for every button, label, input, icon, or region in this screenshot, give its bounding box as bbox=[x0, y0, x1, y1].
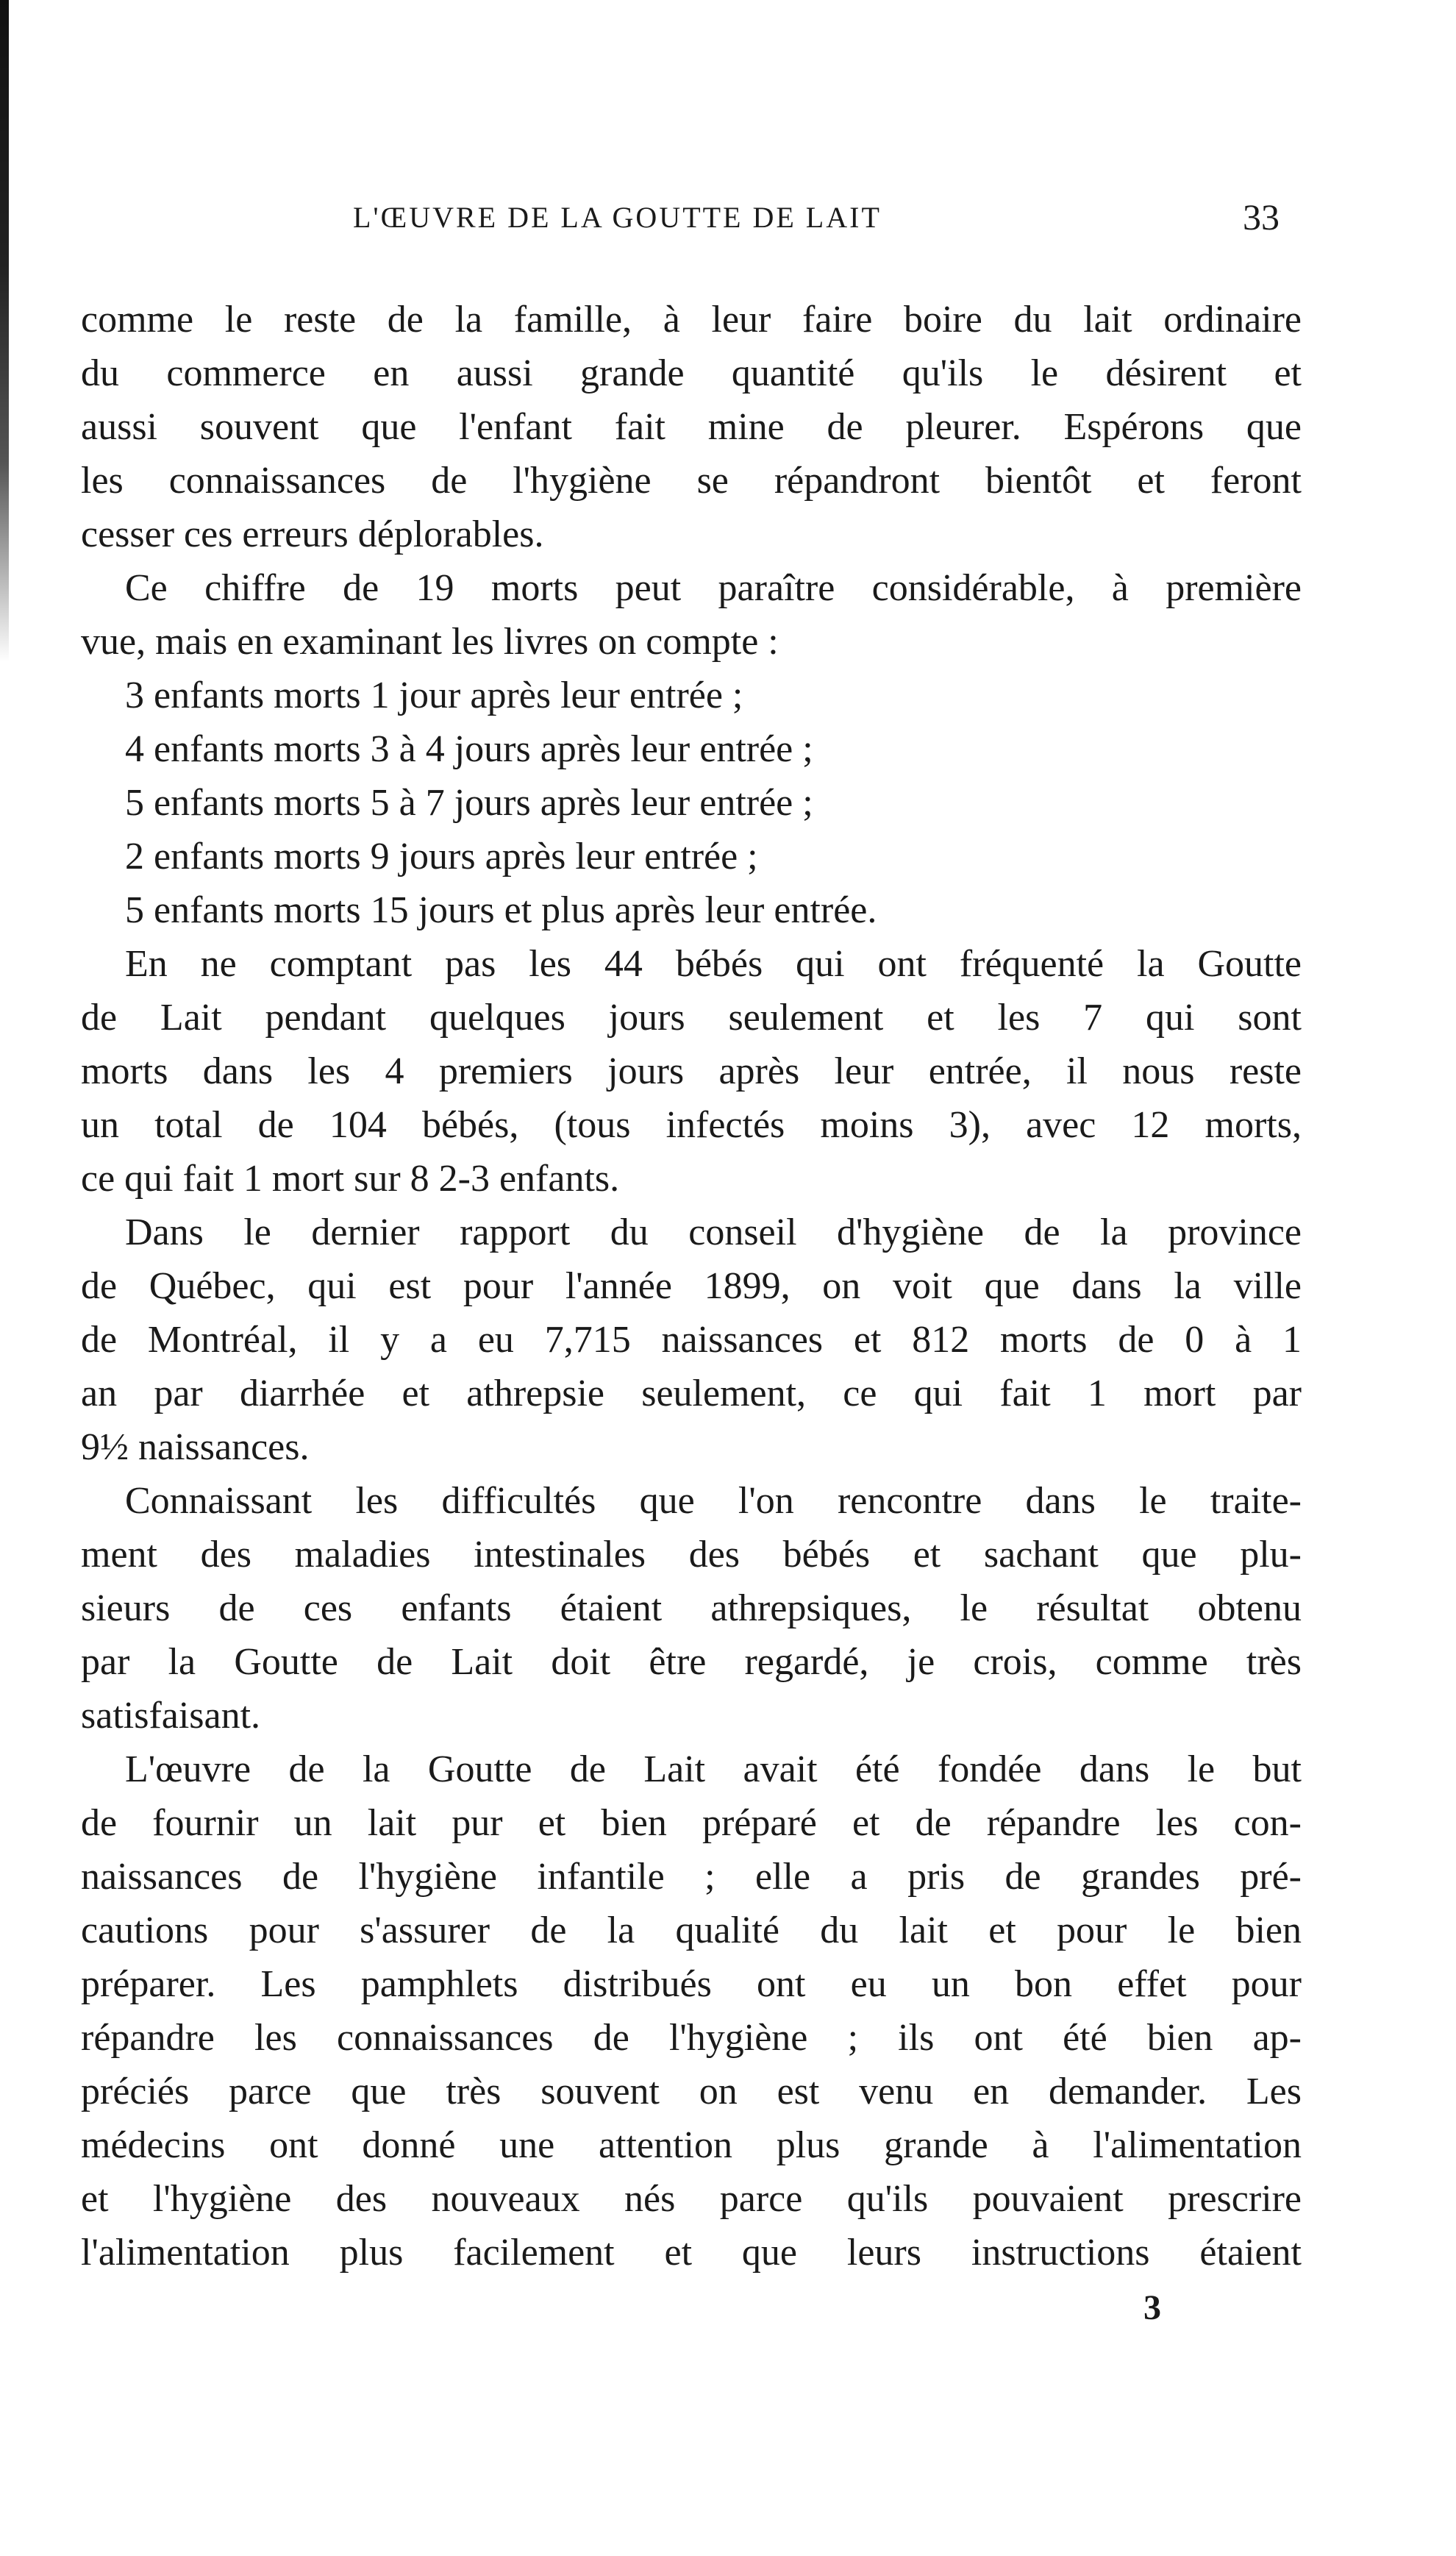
text-line: vue, mais en examinant les livres on compte : bbox=[81, 621, 779, 663]
text-line: En ne comptant pas les 44 bébés qui ont fréquenté la Goutte bbox=[125, 943, 1302, 985]
signature-mark: 3 bbox=[1143, 2288, 1161, 2327]
text-line: répandre les connaissances de l'hygiène ; ils ont été bien ap- bbox=[81, 2017, 1302, 2059]
text-line: sieurs de ces enfants étaient athrepsiques, le résultat obtenu bbox=[81, 1587, 1302, 1629]
list-item: 3 enfants morts 1 jour après leur entrée ; bbox=[125, 674, 743, 716]
text-line: Dans le dernier rapport du conseil d'hygiène de la province bbox=[125, 1211, 1302, 1253]
text-line: L'œuvre de la Goutte de Lait avait été fondée dans le but bbox=[125, 1748, 1302, 1790]
text-line: ment des maladies intestinales des bébés et sachant que plu- bbox=[81, 1534, 1302, 1576]
text-line: les connaissances de l'hygiène se répandront bientôt et feront bbox=[81, 460, 1302, 502]
text-line: et l'hygiène des nouveaux nés parce qu'ils pouvaient prescrire bbox=[81, 2178, 1302, 2220]
text-line: un total de 104 bébés, (tous infectés moins 3), avec 12 morts, bbox=[81, 1104, 1302, 1146]
text-line: Ce chiffre de 19 morts peut paraître considérable, à première bbox=[125, 567, 1302, 609]
text-line: préparer. Les pamphlets distribués ont eu un bon effet pour bbox=[81, 1963, 1302, 2005]
text-line: naissances de l'hygiène infantile ; elle a pris de grandes pré- bbox=[81, 1856, 1302, 1898]
list-item: 5 enfants morts 15 jours et plus après leur entrée. bbox=[125, 889, 877, 931]
text-line: an par diarrhée et athrepsie seulement, ce qui fait 1 mort par bbox=[81, 1373, 1302, 1414]
text-line: aussi souvent que l'enfant fait mine de pleurer. Espérons que bbox=[81, 406, 1302, 448]
text-line: Connaissant les difficultés que l'on rencontre dans le traite- bbox=[125, 1480, 1302, 1522]
text-line: par la Goutte de Lait doit être regardé, je crois, comme très bbox=[81, 1641, 1302, 1683]
running-title: L'ŒUVRE DE LA GOUTTE DE LAIT bbox=[353, 201, 882, 234]
text-line: comme le reste de la famille, à leur faire boire du lait ordinaire bbox=[81, 299, 1302, 341]
text-line: de Québec, qui est pour l'année 1899, on voit que dans la ville bbox=[81, 1265, 1302, 1307]
text-line: morts dans les 4 premiers jours après leur entrée, il nous reste bbox=[81, 1050, 1302, 1092]
text-line: cautions pour s'assurer de la qualité du lait et pour le bien bbox=[81, 1909, 1302, 1951]
text-line: médecins ont donné une attention plus grande à l'alimentation bbox=[81, 2124, 1302, 2166]
list-item: 2 enfants morts 9 jours après leur entrée ; bbox=[125, 836, 758, 877]
text-line: satisfaisant. bbox=[81, 1695, 261, 1737]
text-line: de Montréal, il y a eu 7,715 naissances et 812 morts de 0 à 1 bbox=[81, 1319, 1302, 1361]
text-line: de fournir un lait pur et bien préparé et de répandre les con- bbox=[81, 1802, 1302, 1844]
text-line: l'alimentation plus facilement et que leurs instructions étaient bbox=[81, 2232, 1302, 2274]
list-item: 4 enfants morts 3 à 4 jours après leur entrée ; bbox=[125, 728, 813, 770]
text-line: du commerce en aussi grande quantité qu'ils le désirent et bbox=[81, 352, 1302, 394]
text-line: ce qui fait 1 mort sur 8 2-3 enfants. bbox=[81, 1158, 620, 1200]
text-line: cesser ces erreurs déplorables. bbox=[81, 513, 544, 555]
page-number: 33 bbox=[1243, 196, 1280, 238]
list-item: 5 enfants morts 5 à 7 jours après leur entrée ; bbox=[125, 782, 813, 824]
text-line: préciés parce que très souvent on est venu en demander. Les bbox=[81, 2071, 1302, 2112]
text-line: de Lait pendant quelques jours seulement et les 7 qui sont bbox=[81, 997, 1302, 1039]
text-line: 9½ naissances. bbox=[81, 1426, 310, 1468]
